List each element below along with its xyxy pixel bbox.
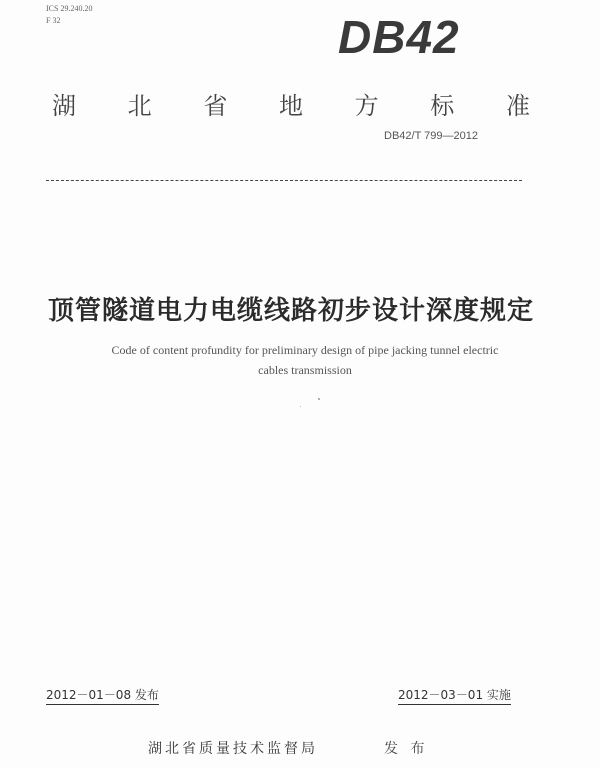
header-divider — [46, 180, 522, 181]
english-title-line-2: cables transmission — [258, 363, 352, 377]
region-char-2: 北 — [127, 92, 152, 120]
region-char-5: 方 — [354, 92, 379, 120]
region-char-3: 省 — [203, 92, 228, 120]
scan-speck — [300, 406, 301, 407]
classification-code: F 32 — [46, 16, 61, 25]
region-char-6: 标 — [430, 92, 455, 120]
implementation-date: 2012－03－01 实施 — [398, 686, 511, 705]
standard-number: DB42/T 799—2012 — [384, 130, 478, 142]
issuing-authority: 湖北省质量技术监督局 — [148, 741, 318, 757]
document-title-chinese: 顶管隧道电力电缆线路初步设计深度规定 — [48, 296, 535, 326]
region-char-4: 地 — [278, 92, 303, 120]
issue-date: 2012－01－08 发布 — [46, 686, 159, 705]
issued-label: 发 布 — [384, 741, 429, 757]
standard-region-heading — [52, 86, 530, 121]
document-title-english — [60, 340, 550, 380]
english-title-line-1: Code of content profundity for preliminary design of pipe jacking tunnel electric — [111, 343, 499, 357]
scan-speck — [318, 398, 320, 400]
ics-code: ICS 29.240.20 — [46, 4, 93, 13]
region-char-7: 准 — [505, 92, 530, 120]
db42-logo: DB42 — [338, 11, 460, 63]
region-char-1: 湖 — [52, 92, 76, 120]
